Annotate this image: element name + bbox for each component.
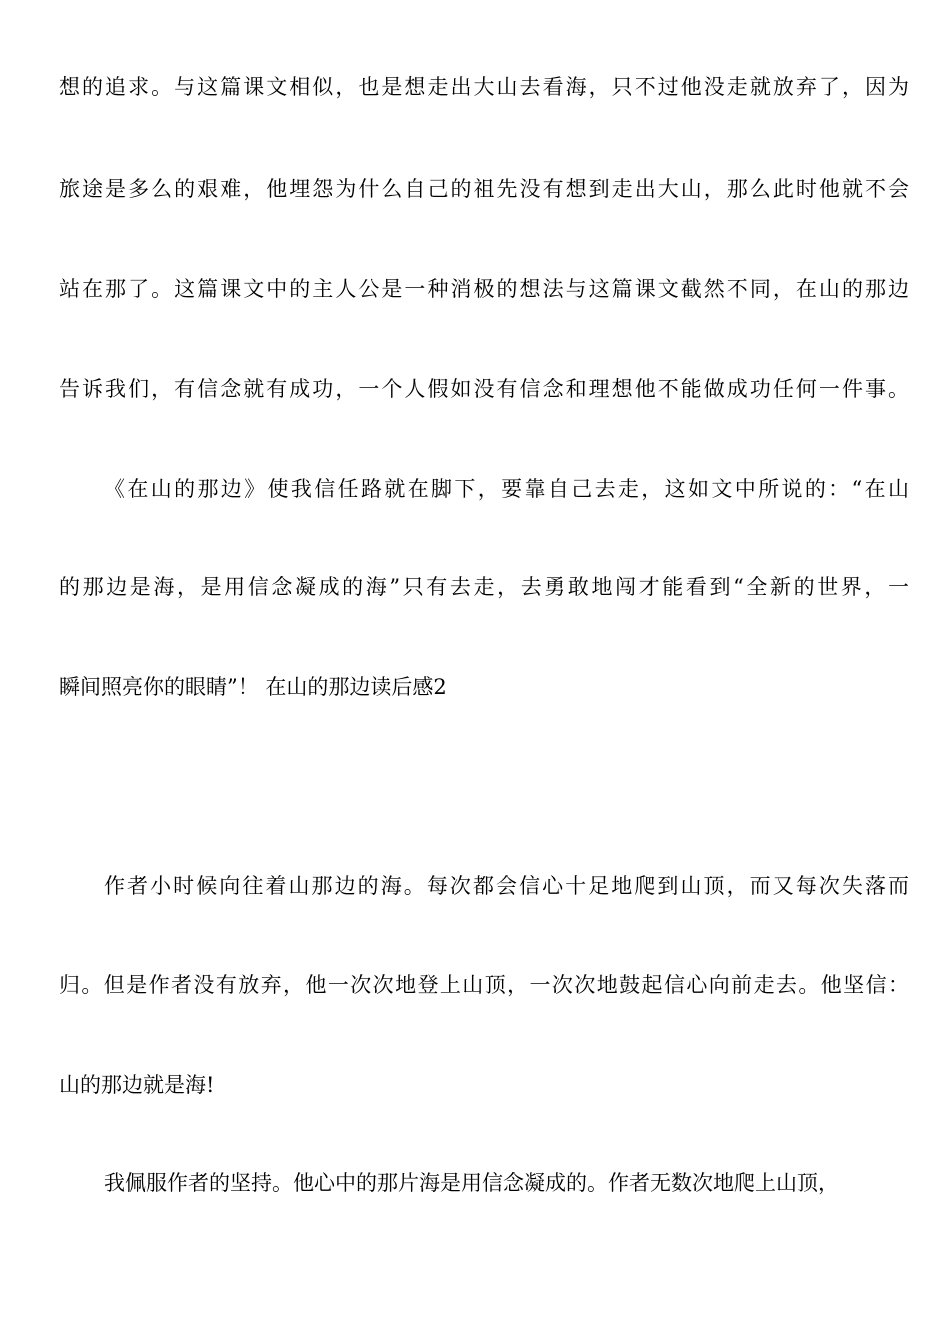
text-line: 想的追求。与这篇课文相似，也是想走出大山去看海，只不过他没走就放弃了，因为	[59, 75, 909, 99]
paragraph-first-line: 我佩服作者的坚持。他心中的那片海是用信念凝成的。作者无数次地爬上山顶，	[104, 1171, 839, 1195]
text-line: 山的那边就是海!	[59, 1073, 215, 1097]
text-line: 归。但是作者没有放弃，他一次次地登上山顶，一次次地鼓起信心向前走去。他坚信：	[59, 973, 909, 997]
text-line: 告诉我们，有信念就有成功，一个人假如没有信念和理想他不能做成功任何一件事。	[59, 377, 909, 401]
text-line: 站在那了。这篇课文中的主人公是一种消极的想法与这篇课文截然不同，在山的那边	[59, 277, 909, 301]
text-line: 的那边是海，是用信念凝成的海”只有去走，去勇敢地闯才能看到“全新的世界，一	[59, 575, 909, 599]
text-line: 瞬间照亮你的眼睛”！ 在山的那边读后感2	[59, 675, 447, 699]
paragraph-first-line: 《在山的那边》使我信任路就在脚下，要靠自己去走，这如文中所说的：“在山	[104, 477, 909, 501]
paragraph-first-line: 作者小时候向往着山那边的海。每次都会信心十足地爬到山顶，而又每次失落而	[104, 874, 909, 898]
text-line: 旅途是多么的艰难，他埋怨为什么自己的祖先没有想到走出大山，那么此时他就不会	[59, 177, 909, 201]
